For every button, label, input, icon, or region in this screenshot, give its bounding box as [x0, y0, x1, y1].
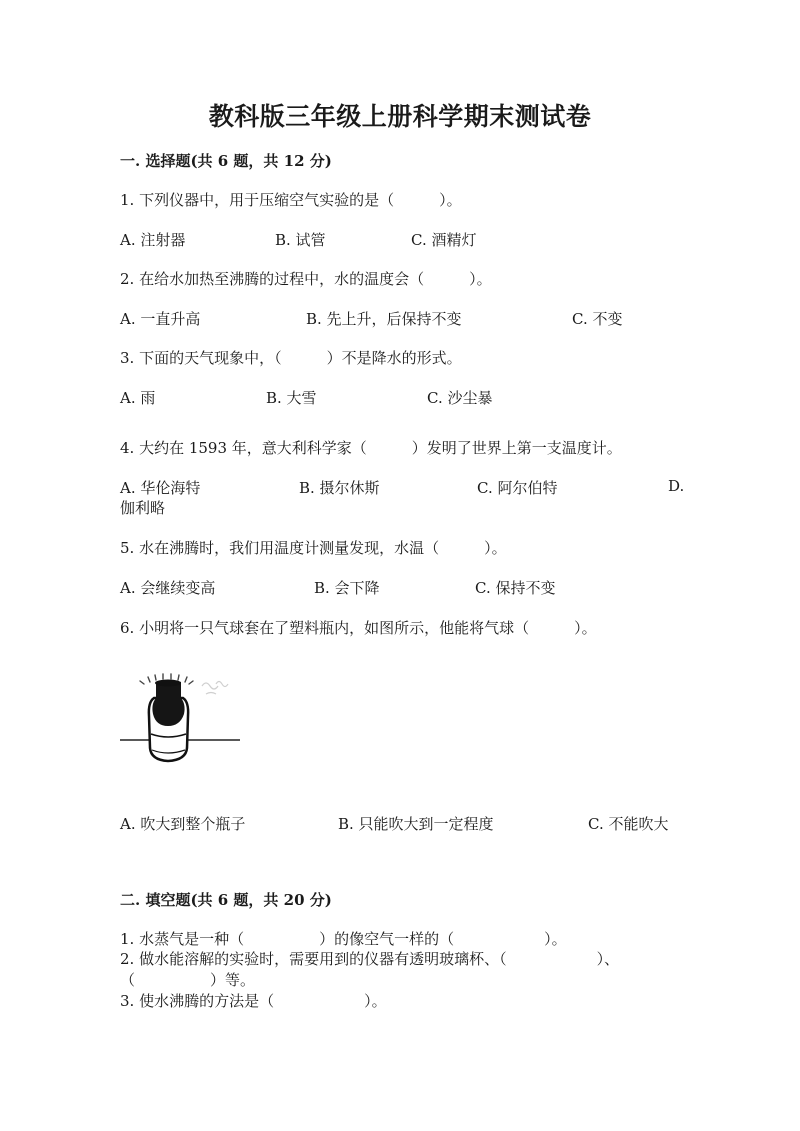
option-a: A. 一直升高 — [120, 310, 201, 328]
option-b: B. 试管 — [275, 231, 326, 249]
option-a: A. 华伦海特 — [120, 479, 201, 497]
option-b: B. 会下降 — [314, 579, 380, 597]
option-c: C. 保持不变 — [475, 579, 556, 597]
option-d-text: 伽利略 — [120, 499, 166, 517]
question-4: 4. 大约在 1593 年，意大利科学家（ ）发明了世界上第一支温度计。 — [120, 439, 622, 457]
question-5: 5. 水在沸腾时，我们用温度计测量发现，水温（ ）。 — [120, 539, 507, 557]
option-c: C. 不能吹大 — [588, 815, 669, 833]
option-b: B. 摄尔休斯 — [299, 479, 380, 497]
option-c: C. 不变 — [572, 310, 623, 328]
option-b: B. 先上升，后保持不变 — [306, 310, 462, 328]
question-2: 2. 在给水加热至沸腾的过程中，水的温度会（ ）。 — [120, 270, 492, 288]
option-c: C. 阿尔伯特 — [477, 479, 558, 497]
option-a: A. 吹大到整个瓶子 — [120, 815, 246, 833]
bottle-balloon-figure — [118, 668, 242, 770]
option-a: A. 雨 — [120, 389, 156, 407]
fill-question-1: 1. 水蒸气是一种（ ）的像空气一样的（ ）。 — [120, 930, 567, 948]
question-6: 6. 小明将一只气球套在了塑料瓶内，如图所示，他能将气球（ ）。 — [120, 619, 597, 637]
option-b: B. 大雪 — [266, 389, 317, 407]
exam-title: 教科版三年级上册科学期末测试卷 — [208, 102, 592, 131]
question-3: 3. 下面的天气现象中，（ ）不是降水的形式。 — [120, 349, 462, 367]
option-b: B. 只能吹大到一定程度 — [338, 815, 494, 833]
option-c: C. 沙尘暴 — [427, 389, 493, 407]
fill-question-2: 2. 做水能溶解的实验时，需要用到的仪器有透明玻璃杯、（ ）、 — [120, 950, 620, 968]
fill-question-2-continued: （ ）等。 — [120, 971, 256, 989]
question-1: 1. 下列仪器中，用于压缩空气实验的是（ ）。 — [120, 191, 462, 209]
option-d: D. — [668, 477, 685, 495]
section-heading-fill: 二. 填空题(共 6 题，共 20 分) — [120, 891, 332, 909]
fill-question-3: 3. 使水沸腾的方法是（ ）。 — [120, 992, 387, 1010]
bottle-balloon-illustration — [118, 668, 242, 770]
section-heading-choice: 一. 选择题(共 6 题，共 12 分) — [120, 152, 332, 170]
option-a: A. 会继续变高 — [120, 579, 216, 597]
option-a: A. 注射器 — [120, 231, 186, 249]
option-c: C. 酒精灯 — [411, 231, 477, 249]
